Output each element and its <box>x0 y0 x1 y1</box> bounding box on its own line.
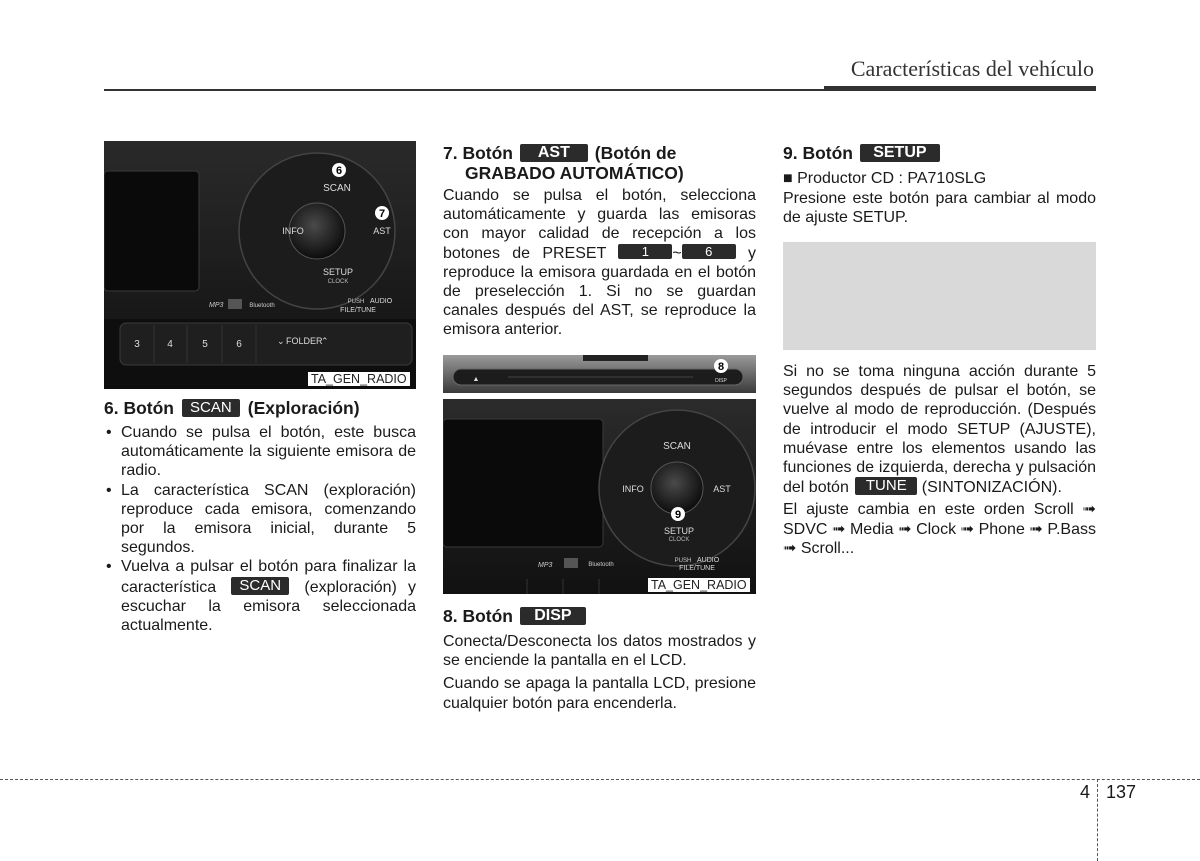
radio2-mp3-logo: MP3 <box>538 562 553 569</box>
section-9-body-2: Si no se toma ninguna acción durante 5 segundos después de pulsar el botón, se vuelve al modo de reproducción. (Después de introducir el modo SETUP (AJUSTE), muévase entre los elementos usando las funciones de izquierda, derecha y pulsación del botón TUNE (SINTONIZACIÓN). <box>783 363 1096 497</box>
callout-6-marker: 6 <box>335 165 343 177</box>
radio2-clock-label: CLOCK <box>668 537 690 543</box>
radio2-disp-label: DISP <box>715 378 727 384</box>
radio2-push-label: PUSH <box>674 558 692 564</box>
scan-button-badge-inline: SCAN <box>231 577 289 595</box>
tune-button-badge: TUNE <box>855 477 917 495</box>
radio1-file-tune-label: FILE/TUNE <box>340 307 376 314</box>
radio1-preset-3: 3 <box>134 339 140 350</box>
radio1-ast-label: AST <box>373 226 391 236</box>
section-7-heading-line2: GRABADO AUTOMÁTICO) <box>465 163 684 183</box>
section-8 <box>443 606 756 713</box>
section-8-body-1: Conecta/Desconecta los datos mostrados y se enciende la pantalla en el LCD. <box>443 633 756 670</box>
page-header-title: Características del vehículo <box>850 56 1094 81</box>
radio-photo-1 <box>104 141 416 389</box>
svg-text:⌃: ⌃ <box>321 336 329 346</box>
section-9-model: ■ Productor CD : PA710SLG <box>783 170 987 187</box>
footer-divider <box>1097 779 1098 861</box>
list-item: • Cuando se pulsa el botón, este busca automáticamente la siguiente emisora de radio. <box>104 423 416 481</box>
section-6-list <box>104 423 416 635</box>
radio2-audio-label: AUDIO <box>697 557 720 564</box>
section-9-body-3: El ajuste cambia en este orden Scroll ➟ SDVC ➟ Media ➟ Clock ➟ Phone ➟ P.Bass ➟ Scroll... <box>783 501 1096 557</box>
setup-display-placeholder <box>783 242 1096 350</box>
chapter-number: 4 <box>1080 782 1091 802</box>
scan-button-badge: SCAN <box>182 399 240 417</box>
section-6-heading: 6. Botón SCAN (Exploración) <box>104 398 360 418</box>
radio1-mp3-logo: MP3 <box>209 302 224 309</box>
radio1-bluetooth-logo: Bluetooth <box>249 303 275 309</box>
radio2-scan-label: SCAN <box>663 441 691 452</box>
section-7-heading: 7. Botón AST (Botón de <box>443 143 677 163</box>
radio1-scan-label: SCAN <box>323 183 351 194</box>
section-8-body-2: Cuando se apaga la pantalla LCD, presione cualquier botón para encenderla. <box>443 675 756 712</box>
radio2-caption: TA_GEN_RADIO <box>648 578 750 592</box>
radio1-preset-6: 6 <box>236 339 242 350</box>
radio2-bluetooth-logo: Bluetooth <box>588 562 614 568</box>
preset-1-badge: 1 <box>618 244 672 259</box>
list-item: • La característica SCAN (exploración) reproduce cada emisora, comenzando por la emisora inicial, durante 5 segundos. <box>104 481 416 558</box>
callout-8-marker: 8 <box>717 361 725 373</box>
section-6 <box>104 398 416 635</box>
section-7 <box>443 143 756 340</box>
radio2-file-tune-label: FILE/TUNE <box>679 565 715 572</box>
section-9-continued <box>783 362 1096 558</box>
list-item: • Vuelva a pulsar el botón para finalizar la característica SCAN (exploración) y escuchar la emisora seleccionada actualmente. <box>104 557 416 635</box>
section-8-heading: 8. Botón DISP <box>443 606 756 626</box>
radio1-push-label: PUSH <box>347 299 365 305</box>
radio1-info-label: INFO <box>282 226 304 236</box>
radio1-preset-4: 4 <box>167 339 173 350</box>
radio2-setup-label: SETUP <box>663 526 695 536</box>
section-9-heading: 9. Botón SETUP <box>783 143 1096 163</box>
radio1-audio-label: AUDIO <box>370 298 393 305</box>
callout-9-marker: 9 <box>674 509 682 521</box>
page-number: 137 <box>1106 782 1137 802</box>
section-9-body-1: Presione este botón para cambiar al modo de ajuste SETUP. <box>783 190 1096 227</box>
radio2-info-label: INFO <box>622 484 644 494</box>
radio1-clock-label: CLOCK <box>327 279 349 285</box>
radio-photo-2 <box>443 355 756 594</box>
callout-7-marker: 7 <box>378 208 386 220</box>
disp-button-badge: DISP <box>520 607 586 625</box>
radio2-ast-label: AST <box>713 484 731 494</box>
radio1-preset-5: 5 <box>202 339 208 350</box>
svg-text:⌄: ⌄ <box>277 336 285 346</box>
header-rule-accent <box>824 86 1096 91</box>
ast-button-badge: AST <box>520 144 588 162</box>
radio1-caption: TA_GEN_RADIO <box>308 372 410 386</box>
radio1-folder-label: FOLDER <box>286 336 323 346</box>
footer-rule <box>0 779 1200 780</box>
svg-text:▲: ▲ <box>472 376 480 383</box>
section-9 <box>783 143 1096 228</box>
radio1-setup-label: SETUP <box>322 267 354 277</box>
preset-6-badge: 6 <box>682 244 736 259</box>
header-rule <box>104 89 824 91</box>
setup-button-badge: SETUP <box>860 144 940 162</box>
section-7-body: Cuando se pulsa el botón, selecciona automáticamente y guarda las emisoras con mayor calidad de recepción a los botones de PRESET 1 ~ 6 y reproduce la emisora guardada en el botón de preselección 1. Si no se guardan canales después del AST, se reproduce la emisora anterior. <box>443 187 756 339</box>
